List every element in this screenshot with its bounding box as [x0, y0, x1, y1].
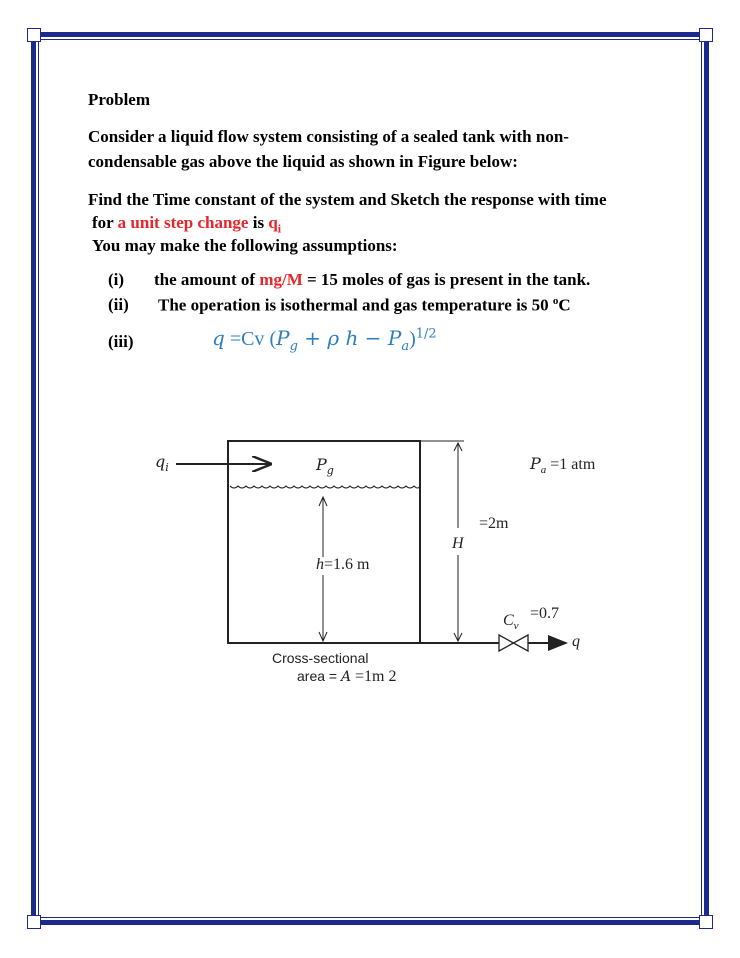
task-line-1: Find the Time constant of the system and Sketch the response with time: [88, 190, 607, 209]
flow-equation: q =Cv ($P_g + \rho$ $h - P_a)^{1/2}$: [212, 326, 437, 354]
pa-label: $P_a =1$ atm: [530, 454, 596, 477]
intro-line-2: condensable gas above the liquid as shown in Figure below:: [88, 152, 518, 171]
mg-m-highlight: mg/M: [259, 270, 303, 289]
problem-heading: Problem: [88, 90, 151, 109]
qi-symbol: $q_i$: [268, 213, 282, 236]
liquid-surface: [230, 486, 420, 488]
qi-label: $q_i$: [155, 452, 169, 475]
cv-label: $C_v$: [503, 612, 519, 633]
liquid-level-value: =1.6 m: [324, 556, 370, 573]
assumption-1-number: (i): [108, 270, 125, 289]
task-for-text: for: [92, 213, 118, 232]
H-label: H: [452, 535, 464, 552]
assumption-2-number: (ii): [108, 295, 129, 314]
pa-value: =1 atm: [550, 456, 596, 473]
intro-line-1: Consider a liquid flow system consisting of a sealed tank with non-: [88, 127, 569, 146]
tank-height-value: =2m: [479, 515, 509, 532]
assumption-1-text: the amount of mg/M = 15 moles of gas is present in the tank.: [154, 270, 591, 289]
cv-value: =0.7: [530, 605, 560, 622]
area-label-line-1: Cross-sectional: [272, 650, 369, 666]
assumption-3-number: (iii): [108, 332, 134, 351]
unit-step-highlight: a unit step change: [117, 213, 249, 232]
assumption-2-text: The operation is isothermal and gas temperature is 50 $^o$C: [158, 295, 571, 315]
q-out-label: q: [572, 633, 580, 650]
task-line-3: You may make the following assumptions:: [92, 236, 398, 255]
area-label-line-2: area = A =1m 2: [297, 668, 397, 685]
pg-label: $P_g$: [316, 455, 334, 478]
liquid-level-label: h=1.6 m: [316, 556, 370, 573]
valve-symbol: [499, 635, 528, 651]
task-is-text: is: [248, 213, 269, 232]
area-value: =1m 2: [355, 668, 397, 685]
